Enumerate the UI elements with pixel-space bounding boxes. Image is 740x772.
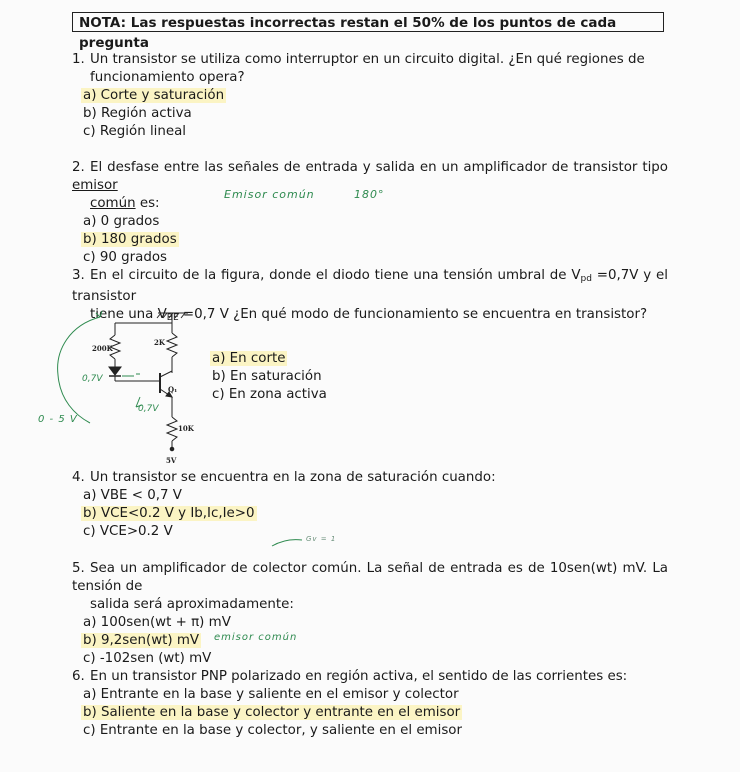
- label-r2: 2K: [154, 338, 165, 347]
- underlined-word: emisor: [72, 178, 118, 193]
- question-number: 4.: [72, 470, 85, 485]
- option-a[interactable]: [72, 614, 668, 632]
- option-b[interactable]: [72, 632, 668, 650]
- question-text: El desfase entre las señales de entrada y salida en un amplificador de transistor tipo: [90, 160, 668, 175]
- option-label: a) 0 grados: [83, 214, 160, 229]
- option-label: c) Región lineal: [83, 124, 187, 139]
- question-4: [72, 469, 668, 541]
- option-c[interactable]: [72, 123, 668, 141]
- option-c[interactable]: [212, 386, 327, 404]
- handwritten-note: 0,7V: [138, 404, 159, 414]
- question-2: [72, 159, 668, 267]
- handwritten-note: Emisor común: [224, 188, 315, 201]
- question-text: En el circuito de la figura, donde el diodo tiene una tensión umbral de V: [90, 268, 581, 283]
- option-a[interactable]: [72, 487, 668, 505]
- option-label: b) En saturación: [212, 369, 322, 384]
- option-label: c) En zona activa: [212, 387, 327, 402]
- option-label: a) VBE < 0,7 V: [83, 488, 182, 503]
- question-text: =0,7V y el transistor: [72, 268, 668, 304]
- option-a[interactable]: [72, 686, 668, 704]
- question-6: [72, 668, 668, 740]
- question-text-cont: es:: [135, 196, 160, 211]
- option-label: a) En corte: [212, 351, 286, 366]
- question-5: [72, 560, 668, 668]
- note-box: NOTA: Las respuestas incorrectas restan el 50% de los puntos de cada pregunta: [72, 12, 664, 32]
- question-number: 5.: [72, 561, 85, 576]
- question-number: 3.: [72, 268, 85, 283]
- handwritten-note: Gv = 1: [306, 535, 337, 543]
- option-b[interactable]: [212, 368, 327, 386]
- option-label: b) 180 grados: [83, 232, 177, 247]
- label-r3: 10K: [178, 424, 194, 433]
- question-text: tiene una V: [90, 307, 167, 322]
- handwritten-note: 0,7V: [82, 374, 103, 384]
- option-label: a) 100sen(wt + π) mV: [83, 615, 231, 630]
- handwritten-note: emisor común: [214, 632, 298, 643]
- subscript: BE: [166, 313, 179, 323]
- label-q1: Q₁: [168, 385, 178, 394]
- option-a[interactable]: [72, 213, 668, 231]
- question-text-cont: salida será aproximadamente:: [90, 597, 294, 612]
- question-text: En un transistor PNP polarizado en región activa, el sentido de las corrientes es:: [90, 669, 628, 684]
- option-label: b) Saliente en la base y colector y entrante en el emisor: [83, 705, 461, 720]
- underlined-word: común: [90, 196, 136, 211]
- option-b[interactable]: [72, 231, 668, 249]
- question-text: =0,7 V ¿En qué modo de funcionamiento se encuentra en transistor?: [178, 307, 648, 322]
- option-c[interactable]: [72, 722, 668, 740]
- question-number: 2.: [72, 160, 85, 175]
- handwritten-note: 180°: [354, 188, 385, 201]
- option-a[interactable]: [72, 87, 668, 105]
- question-number: 1.: [72, 52, 85, 67]
- question-text-cont: funcionamiento opera?: [90, 70, 245, 85]
- circuit-diagram: [30, 305, 210, 470]
- option-label: b) VCE<0.2 V y Ib,Ic,Ie>0: [83, 506, 255, 521]
- option-c[interactable]: [72, 523, 668, 541]
- option-label: c) Entrante en la base y colector, y saliente en el emisor: [83, 723, 462, 738]
- option-a[interactable]: [212, 350, 327, 368]
- option-label: c) 90 grados: [83, 250, 168, 265]
- option-label: a) Corte y saturación: [83, 88, 225, 103]
- option-label: c) VCE>0.2 V: [83, 524, 173, 539]
- label-v: 5V: [166, 456, 177, 465]
- option-c[interactable]: [72, 249, 668, 267]
- label-r1: 200K: [92, 344, 113, 353]
- question-text: Sea un amplificador de colector común. La señal de entrada es de 10sen(wt) mV. La tensión de: [72, 561, 668, 594]
- question-text: Un transistor se encuentra en la zona de saturación cuando:: [90, 470, 496, 485]
- option-b[interactable]: [72, 505, 668, 523]
- question-1: [72, 51, 668, 141]
- option-label: c) -102sen (wt) mV: [83, 651, 212, 666]
- option-label: b) 9,2sen(wt) mV: [83, 633, 200, 648]
- option-label: a) Entrante en la base y saliente en el emisor y colector: [83, 687, 459, 702]
- option-b[interactable]: [72, 704, 668, 722]
- option-b[interactable]: [72, 105, 668, 123]
- question-number: 6.: [72, 669, 85, 684]
- question-text: Un transistor se utiliza como interruptor en un circuito digital. ¿En qué regiones de: [90, 52, 645, 67]
- option-label: b) Región activa: [83, 106, 192, 121]
- question-3-options: [212, 350, 327, 404]
- subscript: pd: [580, 274, 592, 284]
- handwritten-note: 0 - 5 V: [38, 414, 78, 425]
- option-c[interactable]: [72, 650, 668, 668]
